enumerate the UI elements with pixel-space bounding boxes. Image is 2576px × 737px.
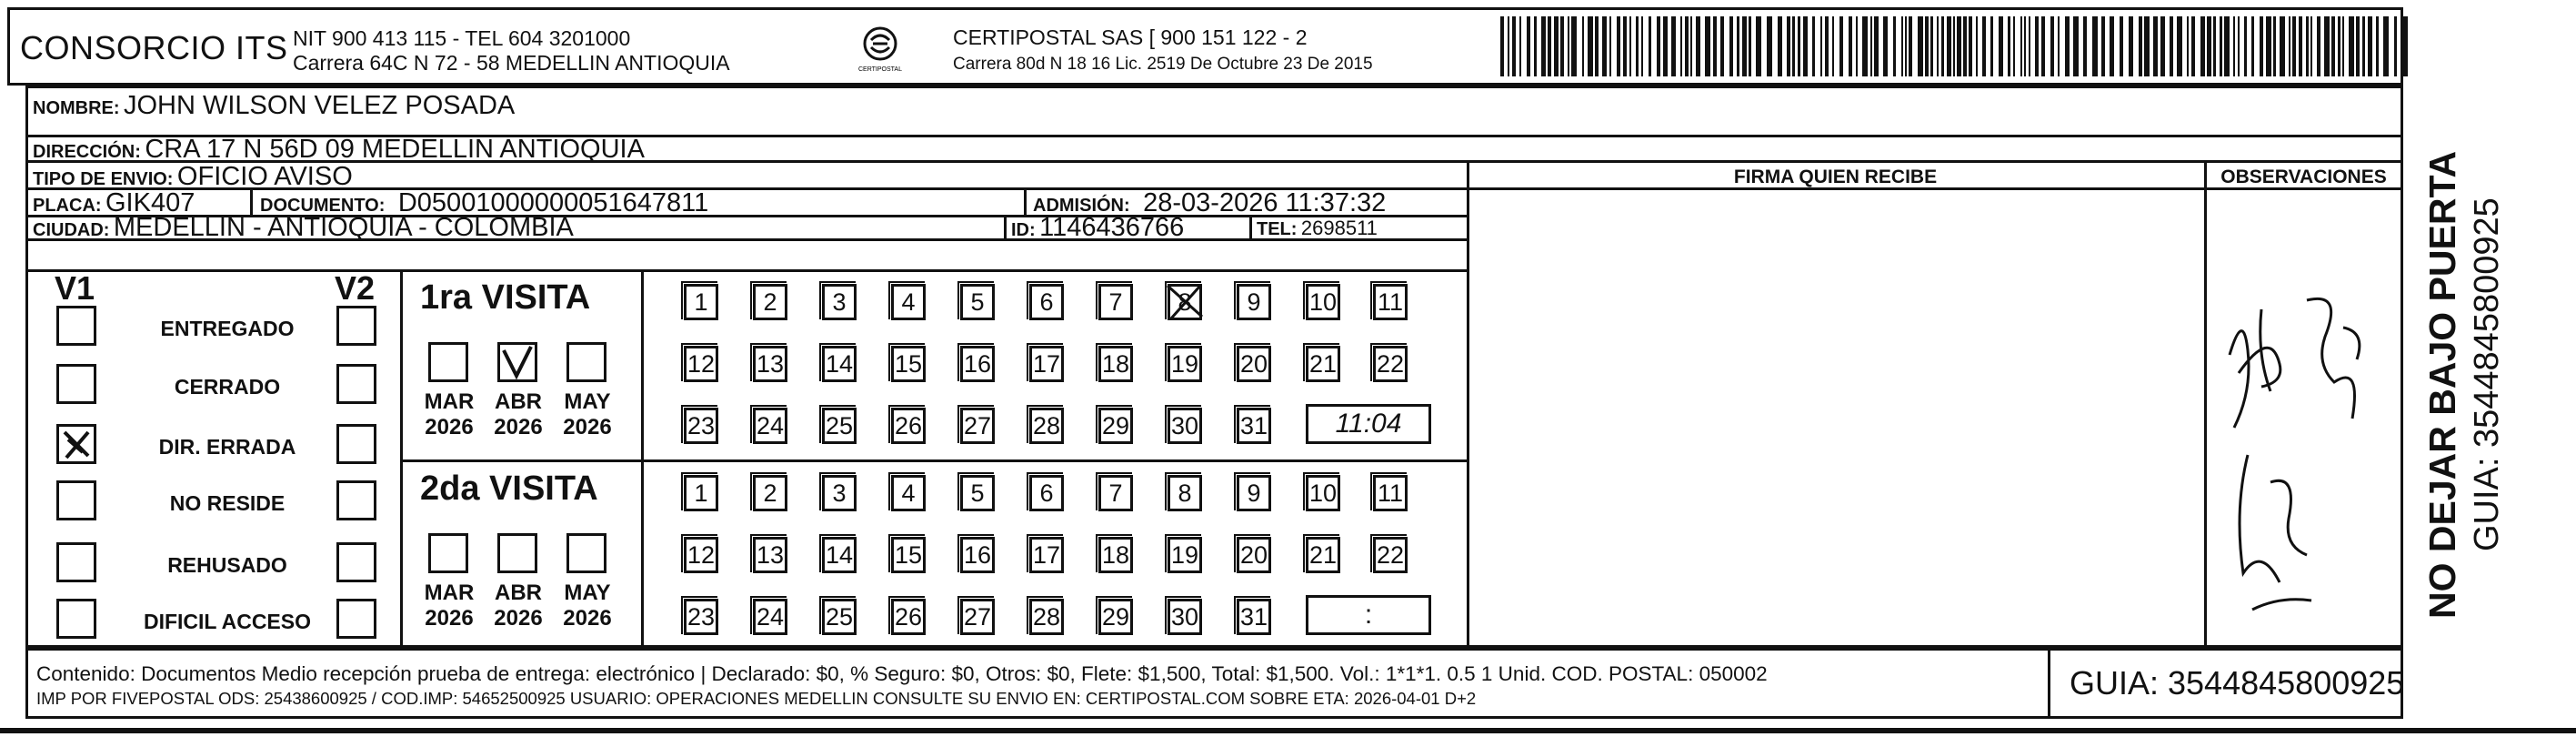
id-field: [1011, 213, 1184, 243]
day-box[interactable]: 7: [1098, 284, 1133, 320]
visit-title: 1ra VISITA: [420, 278, 591, 317]
day-box[interactable]: 20: [1237, 537, 1271, 573]
month-year: 2026: [563, 606, 612, 631]
status-v2-checkbox[interactable]: [336, 424, 376, 464]
v1-label: V1: [55, 269, 95, 307]
visit-time-box[interactable]: 11:04: [1306, 404, 1431, 444]
day-box[interactable]: 21: [1306, 537, 1340, 573]
day-box[interactable]: 11: [1373, 284, 1408, 320]
admision-value: 28-03-2026 11:37:32: [1143, 188, 1387, 217]
day-box[interactable]: 21: [1306, 346, 1340, 382]
admision-label: ADMISIÓN:: [1033, 196, 1130, 216]
nombre-label: NOMBRE:: [33, 98, 120, 118]
day-box[interactable]: 13: [753, 537, 787, 573]
day-box[interactable]: 14: [822, 537, 857, 573]
month-name: MAR: [424, 581, 475, 605]
day-box[interactable]: 25: [822, 599, 857, 635]
observaciones-header: OBSERVACIONES: [2220, 167, 2387, 187]
placa-value: GIK407: [105, 188, 195, 217]
status-v1-checkbox[interactable]: [56, 306, 96, 346]
firma-header: FIRMA QUIEN RECIBE: [1733, 167, 1938, 187]
firma-area[interactable]: [1469, 190, 2202, 647]
day-box[interactable]: 16: [960, 346, 995, 382]
status-v2-checkbox[interactable]: [336, 599, 376, 639]
x-mark-icon: [59, 427, 94, 461]
day-box[interactable]: 24: [753, 408, 787, 444]
day-box[interactable]: 25: [822, 408, 857, 444]
month-checkbox[interactable]: [428, 342, 468, 382]
day-box[interactable]: 6: [1029, 475, 1064, 511]
ciudad-value: MEDELLIN - ANTIOQUIA - COLOMBIA: [113, 213, 574, 242]
month-name: ABR: [495, 389, 542, 414]
day-box[interactable]: 12: [684, 537, 718, 573]
day-box[interactable]: 5: [960, 475, 995, 511]
observaciones-signature: [2207, 273, 2384, 637]
id-label: ID:: [1011, 220, 1036, 240]
day-box[interactable]: 26: [891, 408, 926, 444]
status-v1-checkbox[interactable]: [56, 364, 96, 404]
status-v2-checkbox[interactable]: [336, 542, 376, 582]
logo-caption: CERTIPOSTAL: [858, 66, 902, 73]
footer-print-info: IMP POR FIVEPOSTAL ODS: 25438600925 / COD.IMP: 54652500925 USUARIO: OPERACIONES MEDELLIN CONSULTE SU ENVIO EN: CERTIPOSTAL.COM SOBRE ETA: 2026-04-01 D+2: [36, 689, 1477, 708]
day-box[interactable]: 9: [1237, 284, 1271, 320]
side-guia: GUIA: 3544845800925: [2468, 197, 2506, 551]
day-box[interactable]: 18: [1098, 537, 1133, 573]
month-checkbox[interactable]: [428, 533, 468, 573]
day-box[interactable]: 7: [1098, 475, 1133, 511]
day-box[interactable]: 6: [1029, 284, 1064, 320]
day-box[interactable]: 16: [960, 537, 995, 573]
day-box[interactable]: 23: [684, 408, 718, 444]
day-box[interactable]: 3: [822, 475, 857, 511]
month-checkbox[interactable]: [566, 533, 606, 573]
visit-time-box[interactable]: :: [1306, 595, 1431, 635]
documento-value: D05001000000051647811: [397, 188, 709, 217]
month-checkbox[interactable]: [566, 342, 606, 382]
month-name: MAY: [564, 389, 611, 414]
placa-label: PLACA:: [33, 196, 102, 216]
day-box[interactable]: 27: [960, 408, 995, 444]
day-box[interactable]: 8: [1168, 475, 1202, 511]
day-box[interactable]: 29: [1098, 408, 1133, 444]
status-v1-checkbox[interactable]: [56, 599, 96, 639]
month-year: 2026: [563, 415, 612, 439]
no-dejar-bajo-puerta: NO DEJAR BAJO PUERTA: [2421, 150, 2463, 619]
day-box[interactable]: 13: [753, 346, 787, 382]
tipo-value: OFICIO AVISO: [176, 162, 353, 191]
visit-title: 2da VISITA: [420, 469, 598, 508]
tel-field: [1257, 217, 1378, 240]
day-box[interactable]: 10: [1306, 475, 1340, 511]
day-box[interactable]: 5: [960, 284, 995, 320]
day-box[interactable]: 2: [753, 475, 787, 511]
month-checkbox[interactable]: [497, 342, 537, 382]
certipostal-logo-icon: [855, 24, 906, 75]
day-box[interactable]: 28: [1029, 599, 1064, 635]
direccion-row: [33, 135, 645, 165]
status-label: DIFICIL ACCESO: [143, 610, 311, 633]
day-box[interactable]: 14: [822, 346, 857, 382]
nombre-row: [33, 91, 515, 121]
day-box[interactable]: 28: [1029, 408, 1064, 444]
month-label: [482, 389, 555, 440]
day-marked-icon: [1164, 280, 1206, 327]
tel-value: 2698511: [1300, 217, 1378, 239]
month-checkbox[interactable]: [497, 533, 537, 573]
month-year: 2026: [494, 415, 543, 439]
nombre-value: JOHN WILSON VELEZ POSADA: [124, 91, 516, 120]
company-address: Carrera 64C N 72 - 58 MEDELLIN ANTIOQUIA: [293, 51, 730, 75]
day-box[interactable]: 30: [1168, 599, 1202, 635]
day-box[interactable]: 18: [1098, 346, 1133, 382]
status-v1-checkbox[interactable]: [56, 424, 96, 464]
month-year: 2026: [425, 415, 474, 439]
day-box[interactable]: 1: [684, 284, 718, 320]
month-name: MAR: [424, 389, 475, 414]
day-box[interactable]: 4: [891, 284, 926, 320]
day-box[interactable]: 20: [1237, 346, 1271, 382]
day-box[interactable]: 31: [1237, 599, 1271, 635]
certipostal-company: CERTIPOSTAL SAS [ 900 151 122 - 2: [953, 25, 1308, 49]
day-box[interactable]: 4: [891, 475, 926, 511]
day-box[interactable]: 23: [684, 599, 718, 635]
ciudad-field: [33, 213, 574, 243]
day-box[interactable]: 12: [684, 346, 718, 382]
day-box[interactable]: 1: [684, 475, 718, 511]
company-nit-tel: NIT 900 413 115 - TEL 604 3201000: [293, 26, 631, 50]
company-name: CONSORCIO ITS: [20, 29, 288, 66]
day-box[interactable]: 27: [960, 599, 995, 635]
status-v2-checkbox[interactable]: [336, 480, 376, 520]
day-box[interactable]: 22: [1373, 346, 1408, 382]
day-box[interactable]: 26: [891, 599, 926, 635]
day-box[interactable]: 17: [1029, 537, 1064, 573]
day-box[interactable]: 10: [1306, 284, 1340, 320]
day-box[interactable]: 11: [1373, 475, 1408, 511]
check-mark-icon: [500, 345, 535, 379]
month-label: [551, 581, 624, 631]
day-box[interactable]: 3: [822, 284, 857, 320]
status-label: DIR. ERRADA: [158, 435, 296, 459]
day-box[interactable]: 9: [1237, 475, 1271, 511]
documento-label: DOCUMENTO:: [260, 196, 386, 216]
status-label: REHUSADO: [167, 553, 287, 577]
direccion-value: CRA 17 N 56D 09 MEDELLIN ANTIOQUIA: [145, 135, 645, 164]
month-label: [482, 581, 555, 631]
day-box[interactable]: 24: [753, 599, 787, 635]
status-label: NO RESIDE: [169, 491, 286, 515]
certipostal-address: Carrera 80d N 18 16 Lic. 2519 De Octubre 23 De 2015: [953, 55, 1373, 74]
day-box[interactable]: 30: [1168, 408, 1202, 444]
month-label: [413, 581, 486, 631]
barcode: [1500, 16, 2410, 76]
day-box[interactable]: 8: [1168, 284, 1202, 320]
month-name: MAY: [564, 581, 611, 605]
status-v2-checkbox[interactable]: [336, 306, 376, 346]
day-box[interactable]: 31: [1237, 408, 1271, 444]
day-box[interactable]: 2: [753, 284, 787, 320]
day-box[interactable]: 22: [1373, 537, 1408, 573]
day-box[interactable]: 17: [1029, 346, 1064, 382]
month-year: 2026: [494, 606, 543, 631]
day-box[interactable]: 19: [1168, 537, 1202, 573]
status-label: CERRADO: [174, 375, 281, 399]
day-box[interactable]: 19: [1168, 346, 1202, 382]
status-v1-checkbox[interactable]: [56, 542, 96, 582]
month-label: [413, 389, 486, 440]
day-box[interactable]: 15: [891, 537, 926, 573]
status-label: ENTREGADO: [160, 317, 295, 340]
direccion-label: DIRECCIÓN:: [33, 142, 141, 162]
footer-guia: GUIA: 3544845800925: [2070, 664, 2405, 702]
id-value: 1146436766: [1039, 213, 1185, 242]
tel-label: TEL:: [1257, 219, 1298, 239]
day-box[interactable]: 29: [1098, 599, 1133, 635]
tipo-label: TIPO DE ENVIO:: [33, 169, 174, 189]
day-box[interactable]: 15: [891, 346, 926, 382]
status-v1-checkbox[interactable]: [56, 480, 96, 520]
status-v2-checkbox[interactable]: [336, 364, 376, 404]
month-name: ABR: [495, 581, 542, 605]
v2-label: V2: [335, 269, 376, 307]
month-label: [551, 389, 624, 440]
footer-contents: Contenido: Documentos Medio recepción prueba de entrega: electrónico | Declarado: $0, % Seguro: $0, Otros: $0, Flete: $1,500, Total: $1,500. Vol.: 1*1*1. 0.5 1 Unid. COD. POSTAL: 050002: [36, 662, 1768, 685]
month-year: 2026: [425, 606, 474, 631]
ciudad-label: CIUDAD:: [33, 220, 110, 240]
